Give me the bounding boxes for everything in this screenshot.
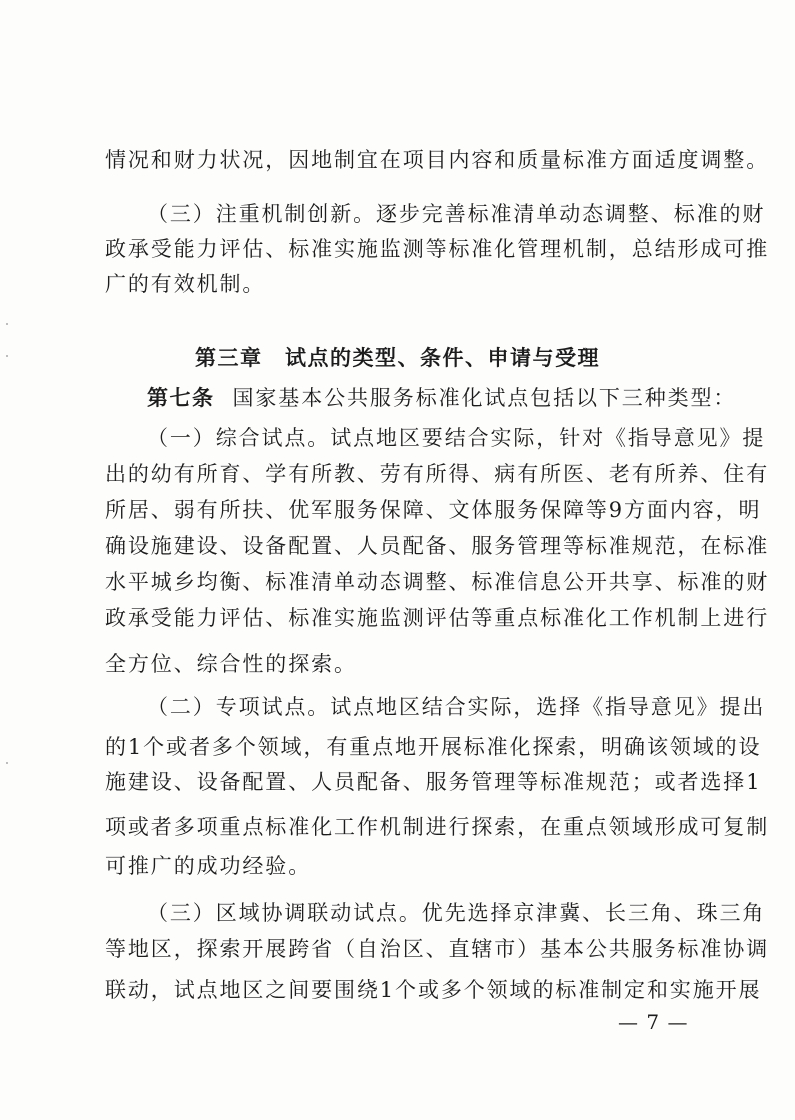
text-line: （一）综合试点。试点地区要结合实际，针对《指导意见》提 (147, 426, 766, 450)
scan-mark (6, 355, 8, 357)
text-line: 出的幼有所育、学有所教、劳有所得、病有所医、老有所养、住有 (105, 462, 770, 486)
text-line: 可推广的成功经验。 (105, 854, 312, 878)
text-line: 所居、弱有所扶、优军服务保障、文体服务保障等9方面内容，明 (105, 498, 762, 522)
text-line: 等地区，探索开展跨省（自治区、直辖市）基本公共服务标准协调 (105, 937, 770, 961)
text-line: 确设施建设、设备配置、人员配备、服务管理等标准规范，在标准 (105, 534, 770, 558)
article-text: 国家基本公共服务标准化试点包括以下三种类型： (232, 386, 737, 410)
text-line: 广的有效机制。 (105, 272, 266, 296)
text-line: 施建设、设备配置、人员配备、服务管理等标准规范；或者选择1 (105, 770, 762, 794)
chapter-heading: 第三章 试点的类型、条件、申请与受理 (195, 346, 600, 370)
scan-mark (6, 323, 8, 325)
text-line: （三）区域协调联动试点。优先选择京津冀、长三角、珠三角 (147, 901, 766, 925)
article-label: 第七条 (147, 386, 215, 410)
text-line: 项或者多项重点标准化工作机制进行探索，在重点领域形成可复制 (105, 815, 770, 839)
text-line: 的1个或者多个领域，有重点地开展标准化探索，明确该领域的设 (105, 735, 762, 759)
scan-mark (6, 762, 8, 764)
article-line (147, 383, 737, 413)
text-line: （三）注重机制创新。逐步完善标准清单动态调整、标准的财 (147, 202, 766, 226)
text-line: 情况和财力状况，因地制宜在项目内容和质量标准方面适度调整。 (105, 148, 770, 172)
text-line: （二）专项试点。试点地区结合实际，选择《指导意见》提出 (147, 695, 766, 719)
text-line: 联动，试点地区之间要围绕1个或多个领域的标准制定和实施开展 (105, 978, 762, 1002)
text-line: 政承受能力评估、标准实施监测等标准化管理机制，总结形成可推 (105, 237, 770, 261)
text-line: 水平城乡均衡、标准清单动态调整、标准信息公开共享、标准的财 (105, 570, 770, 594)
text-line: 全方位、综合性的探索。 (105, 652, 357, 676)
text-line: 政承受能力评估、标准实施监测评估等重点标准化工作机制上进行 (105, 606, 770, 630)
page-number: — 7 — (618, 1010, 689, 1034)
